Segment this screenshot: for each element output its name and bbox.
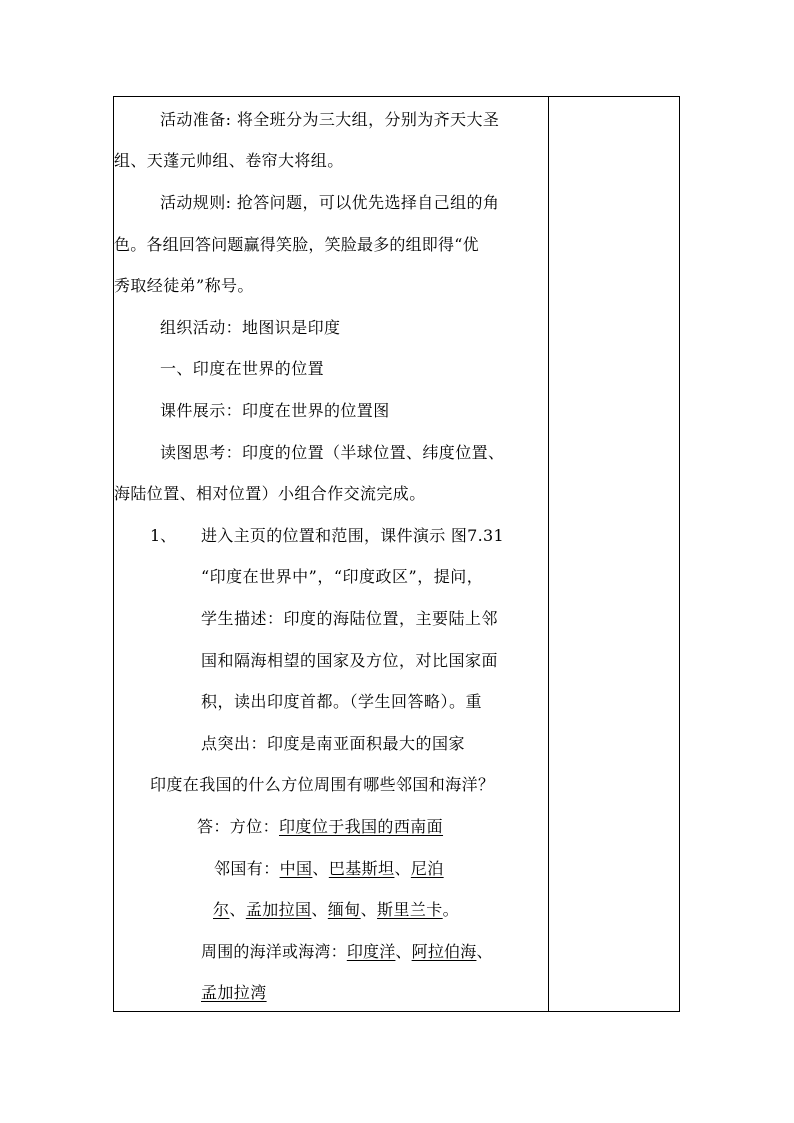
answer-direction-value: 印度位于我国的西南面 — [279, 817, 444, 836]
neighbor-country: 斯里兰卡 — [377, 900, 443, 919]
answer-neighbors-line-2 — [213, 901, 459, 919]
sea-name: 孟加拉湾 — [201, 983, 267, 1002]
answer-direction-prefix: 答：方位： — [197, 817, 280, 836]
neighbors-prefix: 邻国有： — [214, 859, 280, 878]
sea-name: 阿拉伯海 — [411, 942, 477, 961]
list-item-line: 积，读出印度首都。（学生回答略）。重 — [201, 692, 483, 711]
lesson-table — [113, 96, 680, 1012]
separator: 、 — [360, 900, 378, 919]
right-cell — [549, 97, 679, 1011]
list-item-line: 国和隔海相望的国家及方位，对比国家面 — [201, 651, 499, 670]
paragraph-line: 色。各组回答问题赢得笑脸，笑脸最多的组即得“优 — [114, 235, 479, 254]
paragraph-line: 课件展示：印度在世界的位置图 — [160, 401, 390, 420]
end-mark: 。 — [442, 900, 460, 919]
separator: 、 — [476, 942, 493, 961]
answer-seas-line-1 — [201, 943, 493, 961]
paragraph-line: 组织活动：地图识是印度 — [160, 318, 341, 337]
question-text: 印度在我国的什么方位周围有哪些邻国和海洋？ — [150, 775, 495, 794]
neighbor-country: 缅甸 — [327, 900, 361, 919]
separator: 、 — [312, 859, 329, 878]
paragraph-line: 秀取经徒弟”称号。 — [114, 276, 254, 295]
section-heading: 一、印度在世界的位置 — [160, 359, 325, 378]
neighbor-country-part: 尔 — [213, 900, 230, 919]
answer-neighbors-line-1 — [214, 860, 444, 878]
sea-name: 印度洋 — [346, 942, 396, 961]
seas-prefix: 周围的海洋或海湾： — [201, 942, 347, 961]
list-item-line: 进入主页的位置和范围，课件演示 图7.31 — [201, 526, 505, 545]
answer-seas-line-2 — [201, 984, 267, 1002]
answer-direction — [197, 818, 443, 836]
neighbor-country: 巴基斯坦 — [328, 859, 395, 878]
paragraph-line: 活动规则: 抢答问题，可以优先选择自己组的角 — [160, 193, 500, 212]
neighbor-country: 中国 — [279, 859, 313, 878]
list-number: 1、 — [150, 526, 177, 545]
separator: 、 — [394, 859, 411, 878]
separator: 、 — [395, 942, 412, 961]
separator: 、 — [311, 900, 328, 919]
neighbor-country: 孟加拉国 — [245, 900, 312, 919]
paragraph-line: 活动准备: 将全班分为三大组，分别为齐天大圣 — [160, 110, 500, 129]
paragraph-line: 读图思考：印度的位置（半球位置、纬度位置、 — [160, 443, 505, 462]
list-item-line: “印度在世界中”，“印度政区”，提问， — [201, 567, 484, 586]
neighbor-country-part: 尼泊 — [410, 859, 444, 878]
list-item-line: 点突出：印度是南亚面积最大的国家 — [201, 734, 466, 753]
paragraph-line: 海陆位置、相对位置）小组合作交流完成。 — [114, 484, 426, 503]
separator: 、 — [229, 900, 246, 919]
paragraph-line: 组、天蓬元帅组、卷帘大将组。 — [114, 151, 344, 170]
list-item-line: 学生描述：印度的海陆位置，主要陆上邻 — [201, 609, 499, 628]
